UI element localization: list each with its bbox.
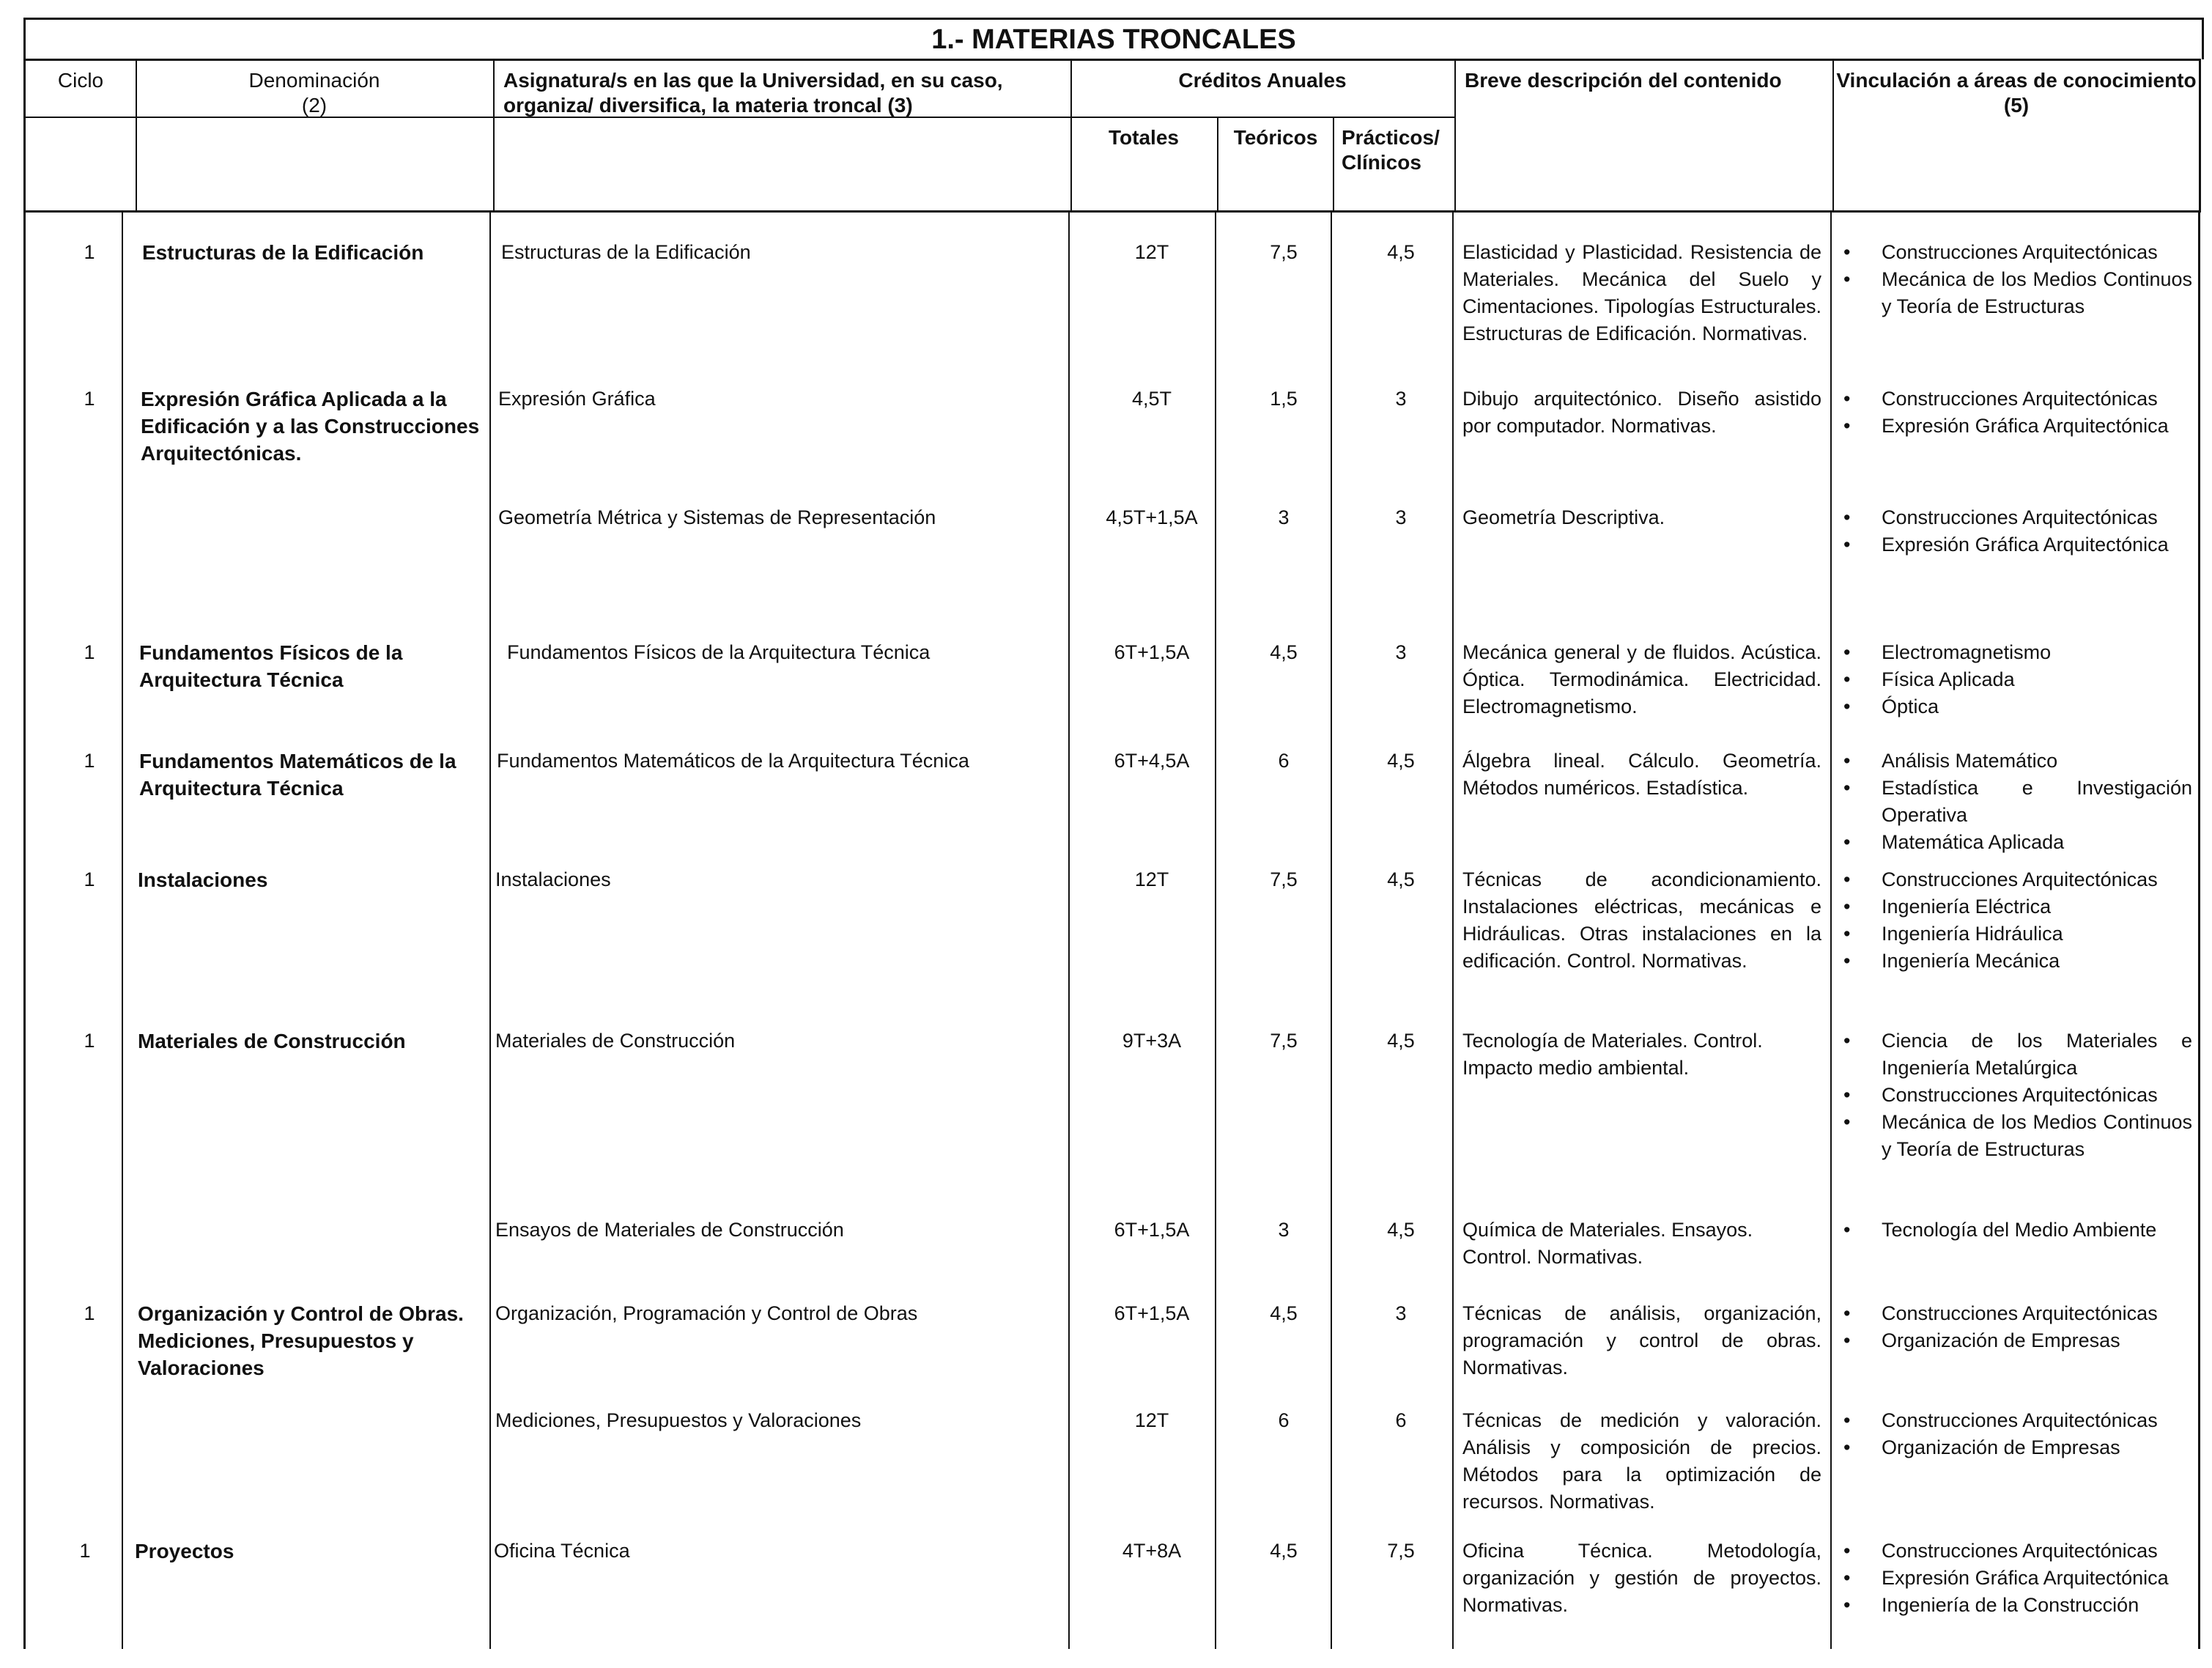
area-label: Óptica [1882, 695, 1939, 717]
bullet-icon: • [1843, 1030, 1851, 1052]
area-label: Ingeniería de la Construcción [1882, 1594, 2139, 1616]
header-divider [1333, 117, 1334, 210]
cell-teoricos: 7,5 [1270, 868, 1298, 890]
header-divider [1454, 61, 1456, 210]
cell-practicos: 3 [1395, 506, 1407, 528]
area-item [1838, 1434, 2192, 1461]
area-label: Construcciones Arquitectónicas [1882, 868, 2158, 890]
area-item [1838, 948, 2192, 975]
cell-totales: 4,5T+1,5A [1106, 506, 1198, 528]
area-item [1838, 239, 2192, 266]
area-item [1838, 1327, 2192, 1354]
cell-totales: 4T+8A [1122, 1540, 1182, 1562]
bullet-icon: • [1843, 534, 1851, 556]
header-creditos: Créditos Anuales [1178, 69, 1347, 92]
area-label: Organización de Empresas [1882, 1329, 2120, 1351]
area-label: Organización de Empresas [1882, 1436, 2120, 1458]
bullet-icon: • [1843, 1111, 1851, 1133]
cell-descripcion: Mecánica general y de fluidos. Acústica. Óptica. Termodinámica. Electricidad. Electromagnetismo. [1462, 641, 1821, 717]
cell-totales: 9T+3A [1122, 1030, 1182, 1052]
cell-teoricos: 1,5 [1270, 388, 1298, 410]
table-header [23, 59, 2201, 213]
table-body [23, 213, 2201, 1649]
cell-teoricos: 7,5 [1270, 1030, 1298, 1052]
header-divider [1832, 61, 1834, 210]
cell-asignatura: Fundamentos Matemáticos de la Arquitectura Técnica [497, 750, 969, 772]
cell-teoricos: 4,5 [1270, 1302, 1298, 1324]
bullet-icon: • [1843, 1594, 1851, 1616]
header-denominacion [136, 68, 493, 118]
area-item [1838, 893, 2192, 920]
cell-descripcion: Técnicas de análisis, organización, programación y control de obras. Normativas. [1462, 1302, 1821, 1379]
cell-areas [1838, 1538, 2192, 1619]
cell-totales: 12T [1134, 1409, 1169, 1431]
cell-ciclo: 1 [84, 750, 95, 772]
area-label: Ingeniería Mecánica [1882, 950, 2060, 972]
cell-denominacion: Organización y Control de Obras. Mediciones, Presupuestos y Valoraciones [138, 1302, 464, 1379]
cell-asignatura: Oficina Técnica [494, 1540, 630, 1562]
area-label: Construcciones Arquitectónicas [1882, 241, 2158, 263]
body-divider [122, 213, 123, 1649]
cell-denominacion: Estructuras de la Edificación [142, 241, 424, 264]
area-label: Tecnología del Medio Ambiente [1882, 1219, 2157, 1241]
table-title: 1.- MATERIAS TRONCALES [23, 18, 2204, 59]
cell-totales: 12T [1134, 868, 1169, 890]
cell-areas [1838, 639, 2192, 720]
cell-areas [1838, 504, 2192, 558]
bullet-icon: • [1843, 1540, 1851, 1562]
cell-practicos: 4,5 [1387, 1030, 1415, 1052]
bullet-icon: • [1843, 268, 1851, 290]
cell-ciclo: 1 [79, 1540, 91, 1562]
bullet-icon: • [1843, 896, 1851, 918]
cell-denominacion: Proyectos [135, 1540, 234, 1562]
area-item [1838, 1565, 2192, 1592]
body-divider [1830, 213, 1832, 1649]
area-label: Expresión Gráfica Arquitectónica [1882, 415, 2169, 437]
bullet-icon: • [1843, 1084, 1851, 1106]
body-divider [23, 213, 26, 1649]
area-item [1838, 266, 2192, 320]
area-item [1838, 1082, 2192, 1109]
cell-asignatura: Instalaciones [495, 868, 611, 890]
area-label: Electromagnetismo [1882, 641, 2052, 663]
area-label: Mecánica de los Medios Continuos y Teoría de Estructuras [1882, 268, 2192, 317]
header-vinculacion: Vinculación a áreas de conocimiento (5) [1836, 69, 2197, 117]
cell-teoricos: 3 [1278, 1219, 1290, 1241]
cell-ciclo: 1 [84, 868, 95, 890]
cell-asignatura: Geometría Métrica y Sistemas de Representación [498, 506, 936, 528]
area-item [1838, 1217, 2192, 1244]
cell-areas [1838, 1407, 2192, 1461]
area-label: Ciencia de los Materiales e Ingeniería Metalúrgica [1882, 1030, 2192, 1079]
bullet-icon: • [1843, 868, 1851, 890]
cell-teoricos: 3 [1278, 506, 1290, 528]
area-label: Matemática Aplicada [1882, 831, 2065, 853]
header-denominacion-label: Denominación [248, 69, 380, 92]
area-label: Construcciones Arquitectónicas [1882, 388, 2158, 410]
cell-descripcion: Técnicas de medición y valoración. Análisis y composición de precios. Métodos para la optimización de recursos. Normativas. [1462, 1409, 1821, 1513]
body-divider [2198, 213, 2200, 1649]
area-item [1838, 775, 2192, 829]
header-denominacion-note: (2) [301, 94, 328, 117]
area-label: Construcciones Arquitectónicas [1882, 1409, 2158, 1431]
bullet-icon: • [1843, 388, 1851, 410]
area-item [1838, 639, 2192, 666]
area-item [1838, 666, 2192, 693]
bullet-icon: • [1843, 750, 1851, 772]
cell-totales: 6T+4,5A [1114, 750, 1190, 772]
cell-asignatura: Fundamentos Físicos de la Arquitectura Técnica [507, 641, 931, 663]
cell-asignatura: Mediciones, Presupuestos y Valoraciones [495, 1409, 862, 1431]
cell-totales: 6T+1,5A [1114, 1219, 1190, 1241]
bullet-icon: • [1843, 923, 1851, 945]
cell-totales: 6T+1,5A [1114, 641, 1190, 663]
area-item [1838, 866, 2192, 893]
cell-practicos: 7,5 [1387, 1540, 1415, 1562]
cell-areas [1838, 1027, 2192, 1163]
area-label: Expresión Gráfica Arquitectónica [1882, 534, 2169, 556]
cell-ciclo: 1 [84, 641, 95, 663]
area-label: Expresión Gráfica Arquitectónica [1882, 1567, 2169, 1589]
cell-areas [1838, 748, 2192, 856]
cell-ciclo: 1 [84, 388, 95, 410]
cell-asignatura: Ensayos de Materiales de Construcción [495, 1219, 844, 1241]
area-item [1838, 1407, 2192, 1434]
area-label: Construcciones Arquitectónicas [1882, 506, 2158, 528]
cell-descripcion: Geometría Descriptiva. [1462, 506, 1665, 528]
cell-practicos: 4,5 [1387, 241, 1415, 263]
cell-areas [1838, 239, 2192, 320]
cell-totales: 4,5T [1131, 388, 1172, 410]
cell-denominacion: Instalaciones [138, 868, 268, 891]
cell-descripcion: Álgebra lineal. Cálculo. Geometría. Métodos numéricos. Estadística. [1462, 750, 1821, 799]
cell-teoricos: 6 [1278, 750, 1290, 772]
header-asignaturas: Asignatura/s en las que la Universidad, en su caso, organiza/ diversifica, la materia troncal (3) [503, 69, 1003, 117]
cell-teoricos: 6 [1278, 1409, 1290, 1431]
area-label: Ingeniería Hidráulica [1882, 923, 2063, 945]
cell-denominacion: Fundamentos Físicos de la Arquitectura Técnica [139, 641, 403, 691]
cell-denominacion: Expresión Gráfica Aplicada a la Edificación y a las Construcciones Arquitectónicas. [141, 388, 480, 465]
area-item [1838, 1592, 2192, 1619]
cell-areas [1838, 385, 2192, 440]
cell-ciclo: 1 [84, 1030, 95, 1052]
header-descripcion: Breve descripción del contenido [1465, 69, 1782, 92]
area-item [1838, 413, 2192, 440]
bullet-icon: • [1843, 1302, 1851, 1324]
area-item [1838, 1027, 2192, 1082]
cell-asignatura: Expresión Gráfica [498, 388, 656, 410]
bullet-icon: • [1843, 1409, 1851, 1431]
bullet-icon: • [1843, 241, 1851, 263]
cell-teoricos: 7,5 [1270, 241, 1298, 263]
header-practicos: Prácticos/ Clínicos [1342, 126, 1440, 174]
area-item [1838, 504, 2192, 531]
cell-asignatura: Organización, Programación y Control de Obras [495, 1302, 918, 1324]
area-item [1838, 385, 2192, 413]
cell-asignatura: Materiales de Construcción [495, 1030, 736, 1052]
bullet-icon: • [1843, 1329, 1851, 1351]
header-totales: Totales [1109, 126, 1179, 149]
header-teoricos: Teóricos [1233, 126, 1318, 149]
cell-ciclo: 1 [84, 241, 95, 263]
cell-areas [1838, 1300, 2192, 1354]
area-label: Física Aplicada [1882, 668, 2015, 690]
area-item [1838, 1538, 2192, 1565]
cell-areas [1838, 866, 2192, 975]
area-item [1838, 1109, 2192, 1163]
cell-descripcion: Técnicas de acondicionamiento. Instalaciones eléctricas, mecánicas e Hidráulicas. Otras instalaciones en la edificación. Control. Normativas. [1462, 868, 1821, 972]
cell-asignatura: Estructuras de la Edificación [501, 241, 751, 263]
cell-practicos: 4,5 [1387, 868, 1415, 890]
bullet-icon: • [1843, 1567, 1851, 1589]
area-label: Ingeniería Eléctrica [1882, 896, 2052, 918]
bullet-icon: • [1843, 668, 1851, 690]
cell-practicos: 3 [1395, 1302, 1407, 1324]
area-item [1838, 693, 2192, 720]
cell-denominacion: Materiales de Construcción [138, 1030, 406, 1052]
cell-practicos: 3 [1395, 641, 1407, 663]
cell-teoricos: 4,5 [1270, 641, 1298, 663]
bullet-icon: • [1843, 950, 1851, 972]
cell-descripcion: Química de Materiales. Ensayos. Control. Normativas. [1462, 1219, 1753, 1268]
area-label: Construcciones Arquitectónicas [1882, 1302, 2158, 1324]
area-item [1838, 829, 2192, 856]
cell-denominacion: Fundamentos Matemáticos de la Arquitectura Técnica [139, 750, 456, 800]
cell-practicos: 4,5 [1387, 1219, 1415, 1241]
cell-descripcion: Oficina Técnica. Metodología, organización y gestión de proyectos. Normativas. [1462, 1540, 1821, 1616]
bullet-icon: • [1843, 777, 1851, 799]
cell-areas [1838, 1217, 2192, 1244]
cell-teoricos: 4,5 [1270, 1540, 1298, 1562]
area-item [1838, 531, 2192, 558]
bullet-icon: • [1843, 506, 1851, 528]
area-item [1838, 920, 2192, 948]
cell-practicos: 4,5 [1387, 750, 1415, 772]
bullet-icon: • [1843, 1219, 1851, 1241]
cell-descripcion: Dibujo arquitectónico. Diseño asistido por computador. Normativas. [1462, 388, 1821, 437]
troncales-table [23, 18, 2201, 1649]
cell-descripcion: Elasticidad y Plasticidad. Resistencia de Materiales. Mecánica del Suelo y Cimentaciones. Tipologías Estructurales. Estructuras de Edificación. Normativas. [1462, 241, 1821, 344]
bullet-icon: • [1843, 695, 1851, 717]
cell-ciclo: 1 [84, 1302, 95, 1324]
area-label: Construcciones Arquitectónicas [1882, 1540, 2158, 1562]
bullet-icon: • [1843, 415, 1851, 437]
area-item [1838, 748, 2192, 775]
cell-descripcion: Tecnología de Materiales. Control. Impacto medio ambiental. [1462, 1030, 1763, 1079]
header-divider [493, 61, 495, 210]
area-label: Estadística e Investigación Operativa [1882, 777, 2192, 826]
area-label: Análisis Matemático [1882, 750, 2058, 772]
bullet-icon: • [1843, 1436, 1851, 1458]
cell-practicos: 6 [1395, 1409, 1407, 1431]
cell-practicos: 3 [1395, 388, 1407, 410]
area-item [1838, 1300, 2192, 1327]
cell-totales: 12T [1134, 241, 1169, 263]
area-label: Mecánica de los Medios Continuos y Teoría de Estructuras [1882, 1111, 2192, 1160]
bullet-icon: • [1843, 831, 1851, 853]
bullet-icon: • [1843, 641, 1851, 663]
header-ciclo: Ciclo [57, 69, 104, 92]
cell-totales: 6T+1,5A [1114, 1302, 1190, 1324]
area-label: Construcciones Arquitectónicas [1882, 1084, 2158, 1106]
